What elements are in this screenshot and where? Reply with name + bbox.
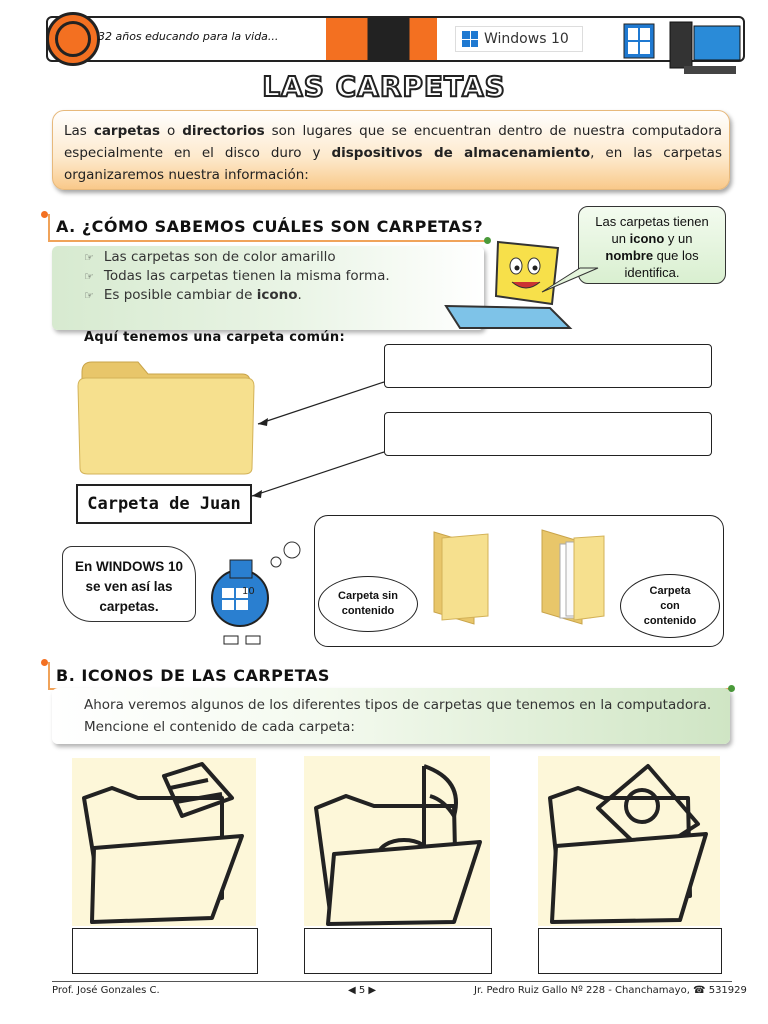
page-title: LAS CARPETAS: [262, 70, 506, 103]
windows-badge-text: Windows 10: [484, 31, 569, 47]
folder-type-panel: [304, 756, 490, 926]
school-logo: [46, 12, 100, 66]
footer-divider: [52, 981, 732, 982]
full-folder-icon: [538, 524, 612, 628]
answer-box-2[interactable]: [304, 928, 492, 974]
file-folder-icon: [538, 756, 720, 926]
answer-box-1[interactable]: [72, 928, 258, 974]
speech-bubble: Las carpetas tienen un icono y un nombre que los identifica.: [578, 206, 726, 284]
windows-badge: [455, 26, 583, 52]
section-a-bullet-dot: [41, 211, 48, 218]
windows-logo-icon: [462, 31, 478, 47]
section-a-title: A. ¿CÓMO SABEMOS CUÁLES SON CARPETAS?: [56, 217, 484, 236]
footer-author: Prof. José Gonzales C.: [52, 985, 160, 996]
folder-icon-answer-box[interactable]: [384, 344, 712, 388]
full-folder-label: Carpeta con contenido: [620, 574, 720, 638]
thought-cloud: En WINDOWS 10 se ven así las carpetas.: [62, 546, 196, 622]
common-folder-caption: Aquí tenemos una carpeta común:: [84, 330, 345, 345]
folder-name-label: Carpeta de Juan: [76, 484, 252, 524]
list-item: ☞ Las carpetas son de color amarillo: [84, 249, 336, 265]
empty-folder-icon: [428, 524, 500, 628]
pictures-folder-icon: [72, 758, 256, 926]
arrows: [240, 370, 390, 510]
pointing-hand-icon: ☞: [84, 269, 94, 283]
footer-address: Jr. Pedro Ruiz Gallo Nº 228 - Chanchamayo, ☎ 531929: [474, 985, 747, 996]
intro-paragraph: Las carpetas o directorios son lugares que se encuentran dentro de nuestra computadora especialmente en el disco duro y dispositivos de almacenamiento, en las carpetas organizaremos nuestra información:: [64, 123, 723, 183]
folder-facts-list: [84, 249, 390, 303]
music-folder-icon: [304, 756, 490, 926]
instructions-text: Ahora veremos algunos de los diferentes tipos de carpetas que tenemos en la computadora. Mencione el contenido de cada carpeta:: [84, 697, 712, 735]
empty-folder-label: Carpeta sin contenido: [318, 576, 418, 632]
answer-box-3[interactable]: [538, 928, 722, 974]
folder-type-panel: [538, 756, 720, 926]
school-motto: 32 años educando para la vida...: [98, 30, 279, 43]
folder-icon: [74, 356, 260, 478]
footer-page-number: ◀ 5 ▶: [348, 985, 377, 996]
list-item: ☞ Todas las carpetas tienen la misma forma.: [84, 268, 390, 284]
windows-mascot: [200, 540, 312, 650]
list-item: ☞ Es posible cambiar de icono.: [84, 287, 302, 303]
folder-type-panel: [72, 758, 256, 926]
section-b-title: B. ICONOS DE LAS CARPETAS: [56, 666, 330, 685]
folder-name-answer-box[interactable]: [384, 412, 712, 456]
pointing-hand-icon: ☞: [84, 250, 94, 264]
mascot-number: 10: [242, 586, 255, 597]
pointing-hand-icon: ☞: [84, 288, 94, 302]
section-a-underline: [48, 240, 486, 242]
